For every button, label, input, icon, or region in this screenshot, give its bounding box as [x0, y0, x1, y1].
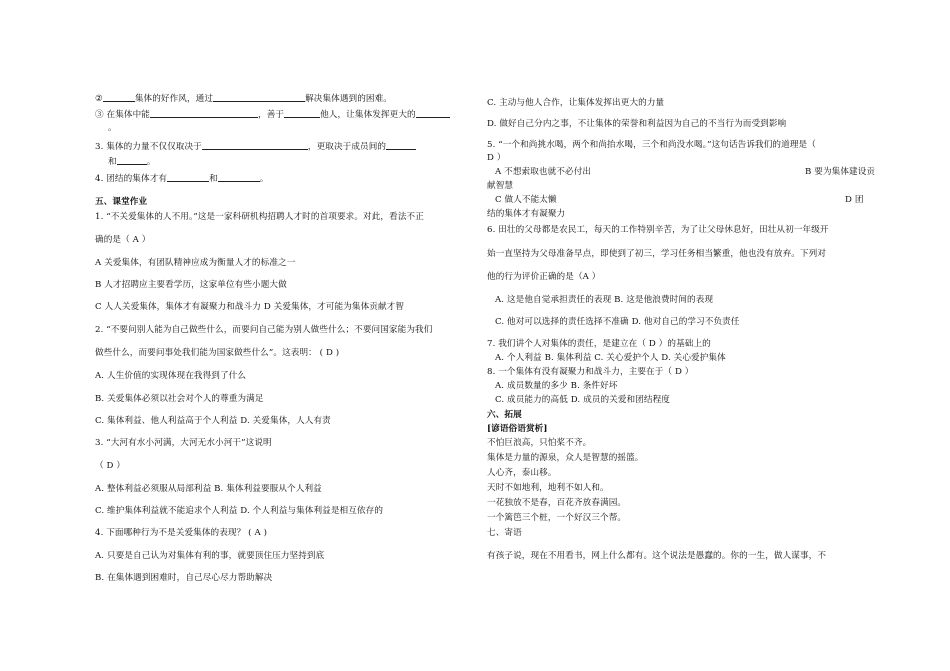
- hw4-option-c: C. 主动与他人合作，让集体发挥出更大的力量: [487, 98, 665, 108]
- section-heading-7: 七、寄语: [487, 528, 522, 538]
- hw3-stem: 3. “大河有水小河满，大河无水小河干”这说明: [95, 438, 272, 448]
- text: 4. 团结的集体才有: [95, 174, 168, 184]
- hw4-option-d: D. 做好自己分内之事，不让集体的荣誉和利益因为自己的不当行为而受到影响: [487, 119, 787, 129]
- answer-blank[interactable]: [103, 92, 135, 102]
- text: ，更取决于成员间的: [307, 142, 387, 152]
- question-3-cont: [108, 155, 155, 168]
- proverb-heading: [谚语俗语赏析]: [487, 424, 548, 434]
- hw1-option-cd: C 人人关爱集体，集体才有凝聚力和战斗力 D 关爱集体，才可能为集体贡献才智: [95, 302, 405, 312]
- answer-blank[interactable]: [386, 140, 416, 150]
- answer-blank[interactable]: [117, 155, 147, 165]
- fill-item-2: [95, 92, 392, 105]
- text: 和: [108, 157, 117, 167]
- hw5-option-c: C 做人不能太懒: [495, 195, 557, 205]
- answer-blank[interactable]: [284, 108, 320, 118]
- hw5-answer: D ）: [487, 153, 506, 163]
- question-3: [95, 140, 416, 153]
- text: 集体的好作风，通过: [134, 94, 214, 104]
- hw8-option-ab: A. 成员数量的多少 B. 条件好坏: [495, 381, 618, 391]
- text: ，善于: [258, 110, 285, 120]
- hw5-option-b: B 要为集体建设贡: [805, 167, 876, 177]
- hw5-option-a: A 不想索取也就不必付出: [495, 167, 592, 177]
- hw2-option-cd: C. 集体利益、他人利益高于个人利益 D. 关爱集体，人人有责: [95, 416, 331, 426]
- closing-paragraph: 有孩子说，现在不用看书，网上什么都有。这个说法是愚蠢的。你的一生，做人谋事，不: [487, 551, 827, 561]
- hw2-option-a: A. 人生价值的实现体现在我得到了什么: [95, 371, 247, 381]
- proverb-3: 人心齐，泰山移。: [487, 468, 557, 478]
- hw6-line2: 始一直坚持为父母准备早点，即使到了初三，学习任务相当繁重，他也没有放弃。下列对: [487, 249, 827, 259]
- proverb-5: 一花独放不是春，百花齐放春满园。: [487, 498, 627, 508]
- text: 3. 集体的力量不仅仅取决于: [95, 142, 202, 152]
- hw1-option-b: B 人才招聘应主要看学历，这家单位有些小题大做: [95, 280, 287, 290]
- text: ②: [95, 94, 103, 104]
- section-heading-6: 六、拓展: [487, 410, 522, 420]
- hw3-answer: （ D ）: [95, 461, 126, 471]
- hw4-option-a: A. 只要是自己认为对集体有利的事，就要顶住压力坚持到底: [95, 551, 325, 561]
- text: 和: [209, 174, 218, 184]
- question-4: [95, 172, 269, 185]
- hw6-option-cd: C. 他对可以选择的责任选择不准确 D. 他对自己的学习不负责任: [495, 317, 740, 327]
- text: 。: [146, 157, 156, 167]
- hw4-option-b: B. 在集体遇到困难时，自己尽心尽力帮助解决: [95, 573, 273, 583]
- proverb-1: 不怕巨浪高，只怕桨不齐。: [487, 438, 592, 448]
- hw3-option-ab: A. 整体利益必须服从局部利益 B. 集体利益要服从个人利益: [95, 484, 322, 494]
- answer-blank[interactable]: [150, 108, 258, 118]
- hw1-stem-line2: 确的是（ A ）: [95, 235, 151, 245]
- proverb-4: 天时不如地利，地利不如人和。: [487, 483, 609, 493]
- answer-blank[interactable]: [213, 92, 305, 102]
- section-heading-5: 五、课堂作业: [95, 197, 148, 207]
- text: 他人，让集体发挥更大的: [320, 110, 416, 120]
- hw1-stem-line1: 1. “不关爱集体的人不用。”这是一家科研机构招聘人才时的首项要求。对此，看法不正: [95, 212, 424, 222]
- hw5-stem: 5. “一个和尚挑水喝，两个和尚抬水喝，三个和尚没水喝。”这句话告诉我们的道理是（: [487, 140, 816, 150]
- fill-item-3: [95, 108, 450, 121]
- answer-blank[interactable]: [167, 172, 209, 182]
- answer-blank[interactable]: [416, 108, 450, 118]
- hw7-options: A. 个人利益 B. 集体利益 C. 关心爱护个人 D. 关心爱护集体: [495, 353, 726, 363]
- answer-blank[interactable]: [202, 140, 308, 150]
- proverb-6: 一个篱笆三个桩，一个好汉三个帮。: [487, 513, 627, 523]
- text: ③ 在集体中能: [95, 110, 150, 120]
- hw6-line1: 6. 田壮的父母都是农民工，每天的工作特别辛苦，为了让父母休息好，田壮从初一年级开: [487, 225, 829, 235]
- hw3-option-cd: C. 维护集体利益就不能追求个人利益 D. 个人利益与集体利益是相互依存的: [95, 506, 384, 516]
- hw5-option-d-cont: 结的集体才有凝聚力: [487, 209, 566, 219]
- hw8-stem: 8. 一个集体有没有凝聚力和战斗力，主要在于（ D ）: [487, 367, 694, 377]
- hw2-stem-line1: 2. “不要问别人能为自己做些什么，而要问自己能为别人做些什么；不要问国家能为我们: [95, 325, 433, 335]
- text: 。: [259, 174, 269, 184]
- proverb-2: 集体是力量的源泉，众人是智慧的摇篮。: [487, 453, 644, 463]
- hw2-option-b: B. 关爱集体必须以社会对个人的尊重为满足: [95, 394, 264, 404]
- hw6-option-ab: A. 这是他自觉承担责任的表现 B. 这是他浪费时间的表现: [495, 295, 714, 305]
- text: 解决集体遇到的困难。: [305, 94, 393, 104]
- hw6-line3: 他的行为评价正确的是（A ）: [487, 272, 601, 282]
- hw7-stem: 7. 我们讲个人对集体的责任，是建立在（ D ）的基础上的: [487, 339, 711, 349]
- hw1-option-a: A 关爱集体，有团队精神应成为衡量人才的标准之一: [95, 258, 296, 268]
- hw5-option-b-cont: 献智慧: [487, 181, 514, 191]
- hw2-stem-line2: 做些什么，而要问事处我们能为国家做些什么”。这表明： ( D ): [95, 348, 340, 358]
- hw5-option-d: D 团: [845, 195, 864, 205]
- fill-item-3-end: 。: [108, 123, 117, 133]
- hw4-stem: 4. 下面哪种行为不是关爱集体的表现？ ( A ): [95, 528, 268, 538]
- hw8-option-cd: C. 成员能力的高低 D. 成员的关爱和团结程度: [495, 395, 671, 405]
- answer-blank[interactable]: [218, 172, 260, 182]
